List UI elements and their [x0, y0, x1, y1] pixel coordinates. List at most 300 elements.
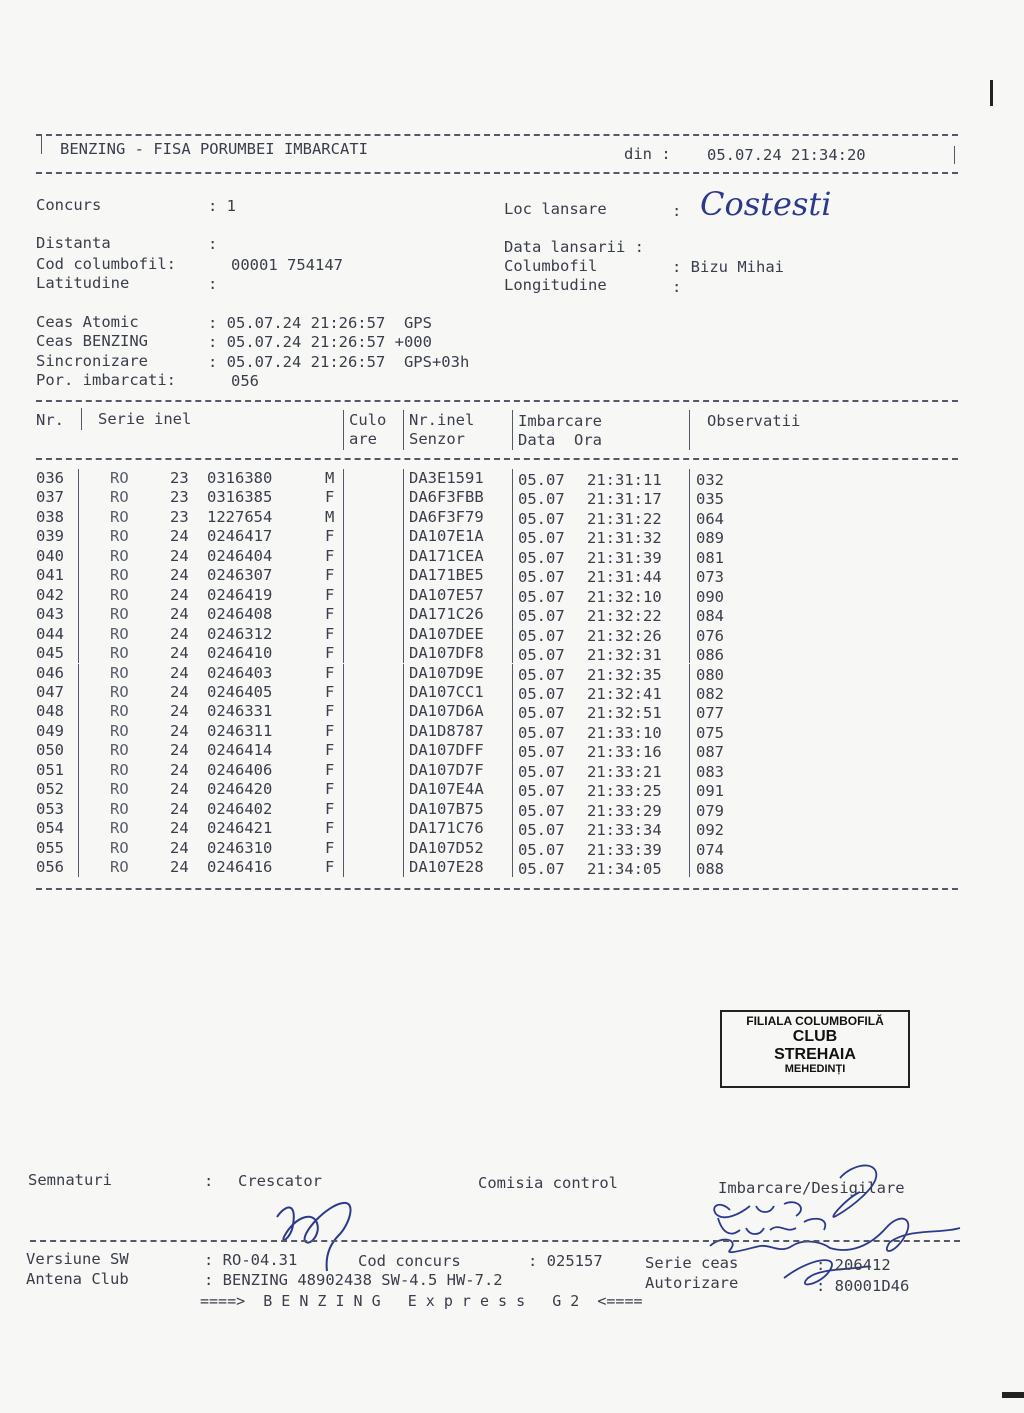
- row-divider-3: [403, 839, 404, 858]
- cell-inel: 0246414: [207, 741, 273, 760]
- distanta-value: :: [208, 235, 218, 253]
- row-divider-2: [343, 664, 344, 683]
- cell-data: 05.07: [518, 743, 565, 762]
- cell-tara: RO: [110, 624, 129, 643]
- cell-data: 05.07: [518, 607, 565, 626]
- distanta-label: Distanta: [36, 234, 111, 252]
- cell-tara: RO: [110, 566, 129, 585]
- cell-observatii: 079: [696, 801, 724, 820]
- cell-observatii: 082: [696, 684, 724, 703]
- cell-nr: 042: [36, 585, 64, 604]
- cell-observatii: 075: [696, 723, 724, 742]
- loc-lansare-handwritten: Costesti: [700, 185, 832, 223]
- row-divider-2: [343, 683, 344, 702]
- cell-observatii: 073: [696, 568, 724, 587]
- row-divider-2: [343, 702, 344, 721]
- cell-data: 05.07: [518, 568, 565, 587]
- sincronizare-label: Sincronizare: [36, 352, 148, 370]
- row-divider-5: [689, 469, 690, 488]
- cell-ora: 21:31:39: [587, 548, 662, 567]
- cell-an: 24: [170, 799, 189, 818]
- cell-senzor: DA107D9E: [409, 663, 484, 682]
- cell-senzor: DA107DFF: [409, 741, 484, 760]
- cell-sex: F: [325, 663, 335, 682]
- row-divider-1: [78, 508, 79, 527]
- row-divider-2: [343, 527, 344, 546]
- cell-senzor: DA107D52: [409, 838, 484, 857]
- cell-observatii: 077: [696, 704, 724, 723]
- cell-senzor: DA107E57: [409, 585, 484, 604]
- cell-data: 05.07: [518, 684, 565, 703]
- versiune-sw-label: Versiune SW: [26, 1250, 129, 1268]
- cell-data: 05.07: [518, 801, 565, 820]
- cell-an: 24: [170, 760, 189, 779]
- latitudine-value: :: [208, 275, 218, 293]
- cell-nr: 043: [36, 605, 64, 624]
- row-divider-1: [78, 819, 79, 838]
- cell-observatii: 092: [696, 821, 724, 840]
- club-stamp: [720, 1010, 910, 1088]
- row-divider-1: [78, 586, 79, 605]
- cell-inel: 0316385: [207, 488, 273, 507]
- cell-an: 24: [170, 663, 189, 682]
- latitudine-label: Latitudine: [36, 274, 130, 292]
- row-divider-3: [403, 644, 404, 663]
- row-divider-2: [343, 761, 344, 780]
- cell-ora: 21:32:35: [587, 665, 662, 684]
- cell-an: 24: [170, 624, 189, 643]
- row-divider-5: [689, 780, 690, 799]
- cell-nr: 052: [36, 780, 64, 799]
- cell-nr: 038: [36, 507, 64, 526]
- cell-an: 24: [170, 527, 189, 546]
- autorizare-value: : 80001D46: [816, 1277, 910, 1295]
- cell-tara: RO: [110, 527, 129, 546]
- table-top-rule: [36, 400, 958, 402]
- cell-senzor: DA107E28: [409, 858, 484, 876]
- stamp-line-mehedinti: MEHEDINȚI: [784, 1063, 846, 1076]
- row-divider-1: [78, 625, 79, 644]
- cell-ora: 21:33:25: [587, 782, 662, 801]
- cell-observatii: 084: [696, 607, 724, 626]
- cell-senzor: DA171C76: [409, 819, 484, 838]
- cell-observatii: 089: [696, 529, 724, 548]
- col-header-culoare-2: are: [349, 430, 377, 448]
- col-header-observatii: Observatii: [707, 412, 801, 430]
- cell-an: 24: [170, 819, 189, 838]
- row-divider-3: [403, 722, 404, 741]
- footer-rule: [30, 1240, 960, 1242]
- cell-observatii: 064: [696, 509, 724, 528]
- cell-nr: 055: [36, 838, 64, 857]
- row-divider-4: [512, 605, 513, 624]
- cell-sex: F: [325, 702, 335, 721]
- row-divider-4: [512, 527, 513, 546]
- col-header-nr-inel-2: Senzor: [409, 430, 465, 448]
- ceas-benzing-label: Ceas BENZING: [36, 332, 148, 350]
- cell-inel: 0246311: [207, 721, 273, 740]
- cell-senzor: DA107D6A: [409, 702, 484, 721]
- versiune-sw-value: : RO-04.31: [204, 1251, 298, 1269]
- report-date-value: 05.07.24 21:34:20: [707, 146, 866, 164]
- row-divider-4: [512, 566, 513, 585]
- row-divider-3: [403, 566, 404, 585]
- row-divider-3: [403, 625, 404, 644]
- cell-ora: 21:33:34: [587, 821, 662, 840]
- longitudine-label: Longitudine: [504, 276, 607, 294]
- cod-concurs-label: Cod concurs: [358, 1252, 461, 1270]
- cell-nr: 056: [36, 858, 64, 876]
- cell-tara: RO: [110, 605, 129, 624]
- cell-data: 05.07: [518, 860, 565, 878]
- cell-sex: F: [325, 819, 335, 838]
- row-divider-1: [78, 527, 79, 546]
- row-divider-1: [78, 566, 79, 585]
- cell-sex: F: [325, 721, 335, 740]
- cell-inel: 0246310: [207, 838, 273, 857]
- header-divider-4: [512, 410, 513, 450]
- stamp-line-club: CLUB: [792, 1028, 838, 1046]
- report-title: BENZING - FISA PORUMBEI IMBARCATI: [60, 140, 368, 158]
- cell-ora: 21:31:17: [587, 490, 662, 509]
- row-divider-2: [343, 566, 344, 585]
- header-bottom-rule: [36, 172, 958, 174]
- row-divider-4: [512, 800, 513, 819]
- cell-sex: F: [325, 624, 335, 643]
- cell-nr: 037: [36, 488, 64, 507]
- cell-nr: 041: [36, 566, 64, 585]
- cell-ora: 21:32:31: [587, 646, 662, 665]
- cell-inel: 0246410: [207, 644, 273, 663]
- row-divider-2: [343, 625, 344, 644]
- cell-ora: 21:31:44: [587, 568, 662, 587]
- cell-sex: F: [325, 585, 335, 604]
- cell-inel: 0246416: [207, 858, 273, 876]
- cell-ora: 21:33:10: [587, 723, 662, 742]
- cell-tara: RO: [110, 838, 129, 857]
- cell-ora: 21:33:29: [587, 801, 662, 820]
- cell-data: 05.07: [518, 704, 565, 723]
- row-divider-3: [403, 780, 404, 799]
- row-divider-2: [343, 508, 344, 527]
- loc-lansare-label: Loc lansare: [504, 200, 607, 218]
- row-divider-1: [78, 761, 79, 780]
- autorizare-label: Autorizare: [645, 1274, 739, 1292]
- row-divider-4: [512, 722, 513, 741]
- row-divider-4: [512, 839, 513, 858]
- row-divider-5: [689, 702, 690, 721]
- cell-an: 24: [170, 566, 189, 585]
- cell-inel: 0246417: [207, 527, 273, 546]
- cell-sex: F: [325, 488, 335, 507]
- cell-inel: 0246419: [207, 585, 273, 604]
- cod-columbofil-value: 00001 754147: [231, 256, 343, 274]
- semnaturi-label: Semnaturi: [28, 1171, 112, 1189]
- cell-an: 24: [170, 858, 189, 876]
- cod-concurs-value: : 025157: [528, 1252, 603, 1270]
- row-divider-3: [403, 800, 404, 819]
- cell-an: 24: [170, 546, 189, 565]
- cell-tara: RO: [110, 546, 129, 565]
- header-left-bar: [41, 136, 42, 154]
- columbofil-label: Columbofil: [504, 257, 598, 275]
- row-divider-3: [403, 469, 404, 488]
- loc-lansare-sep: :: [672, 202, 682, 220]
- header-divider-1: [81, 408, 82, 430]
- cell-inel: 0246307: [207, 566, 273, 585]
- ceas-atomic-label: Ceas Atomic: [36, 313, 139, 331]
- cell-an: 23: [170, 469, 189, 487]
- concurs-label: Concurs: [36, 196, 102, 214]
- row-divider-3: [403, 819, 404, 838]
- cell-senzor: DA3E1591: [409, 469, 484, 487]
- row-divider-4: [512, 625, 513, 644]
- row-divider-3: [403, 858, 404, 877]
- header-right-bar: [954, 146, 955, 164]
- row-divider-5: [689, 761, 690, 780]
- row-divider-4: [512, 508, 513, 527]
- row-divider-4: [512, 547, 513, 566]
- cell-nr: 051: [36, 760, 64, 779]
- cell-nr: 044: [36, 624, 64, 643]
- cell-nr: 046: [36, 663, 64, 682]
- row-divider-5: [689, 527, 690, 546]
- cell-inel: 0246312: [207, 624, 273, 643]
- cell-tara: RO: [110, 721, 129, 740]
- cell-tara: RO: [110, 780, 129, 799]
- cell-inel: 0316380: [207, 469, 273, 487]
- col-header-imbarcare-1: Imbarcare: [518, 412, 602, 430]
- cell-tara: RO: [110, 507, 129, 526]
- row-divider-3: [403, 664, 404, 683]
- cell-data: 05.07: [518, 626, 565, 645]
- cell-tara: RO: [110, 585, 129, 604]
- cell-tara: RO: [110, 741, 129, 760]
- concurs-value: : 1: [208, 197, 236, 215]
- header-top-rule: [36, 134, 958, 136]
- row-divider-1: [78, 702, 79, 721]
- row-divider-2: [343, 839, 344, 858]
- cell-an: 24: [170, 721, 189, 740]
- row-divider-2: [343, 722, 344, 741]
- cell-nr: 049: [36, 721, 64, 740]
- row-divider-5: [689, 819, 690, 838]
- cell-sex: F: [325, 566, 335, 585]
- cell-tara: RO: [110, 799, 129, 818]
- row-divider-2: [343, 644, 344, 663]
- cell-data: 05.07: [518, 471, 565, 489]
- cell-senzor: DA107CC1: [409, 682, 484, 701]
- cell-sex: F: [325, 644, 335, 663]
- row-divider-1: [78, 839, 79, 858]
- cell-data: 05.07: [518, 782, 565, 801]
- cell-ora: 21:32:22: [587, 607, 662, 626]
- cell-ora: 21:33:21: [587, 762, 662, 781]
- row-divider-2: [343, 605, 344, 624]
- row-divider-1: [78, 469, 79, 488]
- row-divider-3: [403, 761, 404, 780]
- row-divider-1: [78, 664, 79, 683]
- cell-tara: RO: [110, 682, 129, 701]
- cell-ora: 21:31:22: [587, 509, 662, 528]
- row-divider-2: [343, 488, 344, 507]
- cell-sex: F: [325, 760, 335, 779]
- cell-data: 05.07: [518, 762, 565, 781]
- row-divider-5: [689, 644, 690, 663]
- row-divider-3: [403, 741, 404, 760]
- comisia-control-label: Comisia control: [478, 1174, 618, 1192]
- scan-edge-mark-bottom: [1002, 1392, 1024, 1398]
- row-divider-3: [403, 683, 404, 702]
- cell-senzor: DA6F3FBB: [409, 488, 484, 507]
- row-divider-1: [78, 547, 79, 566]
- cell-tara: RO: [110, 858, 129, 876]
- cell-an: 24: [170, 605, 189, 624]
- col-header-serie-inel: Serie inel: [98, 410, 192, 428]
- cell-tara: RO: [110, 702, 129, 721]
- serie-ceas-label: Serie ceas: [645, 1254, 739, 1272]
- cell-observatii: 088: [696, 860, 724, 878]
- header-divider-3: [403, 410, 404, 450]
- row-divider-4: [512, 469, 513, 488]
- cod-columbofil-label: Cod columbofil:: [36, 255, 176, 273]
- cell-ora: 21:31:32: [587, 529, 662, 548]
- col-header-imbarcare-2: Data Ora: [518, 431, 602, 449]
- cell-observatii: 087: [696, 743, 724, 762]
- cell-sex: F: [325, 838, 335, 857]
- cell-an: 24: [170, 644, 189, 663]
- row-divider-5: [689, 800, 690, 819]
- cell-inel: 0246406: [207, 760, 273, 779]
- stamp-line-filiala: FILIALA COLUMBOFILĂ: [746, 1014, 884, 1028]
- cell-sex: F: [325, 682, 335, 701]
- row-divider-5: [689, 664, 690, 683]
- cell-observatii: 083: [696, 762, 724, 781]
- cell-data: 05.07: [518, 646, 565, 665]
- report-date-label: din :: [624, 145, 671, 163]
- cell-ora: 21:33:16: [587, 743, 662, 762]
- crescator-label: Crescator: [238, 1172, 322, 1190]
- cell-senzor: DA1D8787: [409, 721, 484, 740]
- scan-edge-mark-top: [990, 80, 993, 106]
- row-divider-3: [403, 702, 404, 721]
- cell-inel: 0246404: [207, 546, 273, 565]
- cell-nr: 040: [36, 546, 64, 565]
- row-divider-5: [689, 839, 690, 858]
- row-divider-4: [512, 644, 513, 663]
- cell-senzor: DA171C26: [409, 605, 484, 624]
- row-divider-2: [343, 741, 344, 760]
- table-header-rule: [36, 458, 958, 460]
- cell-senzor: DA107E4A: [409, 780, 484, 799]
- cell-inel: 0246402: [207, 799, 273, 818]
- cell-inel: 0246405: [207, 682, 273, 701]
- cell-observatii: 081: [696, 548, 724, 567]
- row-divider-3: [403, 527, 404, 546]
- cell-an: 23: [170, 507, 189, 526]
- cell-senzor: DA171CEA: [409, 546, 484, 565]
- cell-sex: F: [325, 780, 335, 799]
- row-divider-5: [689, 605, 690, 624]
- cell-observatii: 074: [696, 840, 724, 859]
- cell-observatii: 076: [696, 626, 724, 645]
- cell-sex: M: [325, 469, 335, 487]
- cell-senzor: DA107E1A: [409, 527, 484, 546]
- row-divider-2: [343, 586, 344, 605]
- cell-nr: 053: [36, 799, 64, 818]
- row-divider-2: [343, 780, 344, 799]
- cell-data: 05.07: [518, 529, 565, 548]
- row-divider-2: [343, 858, 344, 877]
- cell-data: 05.07: [518, 665, 565, 684]
- row-divider-5: [689, 508, 690, 527]
- row-divider-5: [689, 741, 690, 760]
- cell-sex: F: [325, 546, 335, 565]
- cell-nr: 045: [36, 644, 64, 663]
- row-divider-4: [512, 586, 513, 605]
- cell-senzor: DA107DF8: [409, 644, 484, 663]
- cell-nr: 048: [36, 702, 64, 721]
- cell-nr: 036: [36, 469, 64, 487]
- row-divider-3: [403, 488, 404, 507]
- cell-sex: F: [325, 527, 335, 546]
- row-divider-2: [343, 800, 344, 819]
- cell-an: 24: [170, 585, 189, 604]
- porumbei-imbarcati-label: Por. imbarcati:: [36, 371, 176, 389]
- cell-sex: M: [325, 507, 335, 526]
- cell-sex: F: [325, 858, 335, 876]
- row-divider-5: [689, 722, 690, 741]
- cell-observatii: 080: [696, 665, 724, 684]
- benzing-express-banner: ====> B E N Z I N G E x p r e s s G 2 <====: [200, 1292, 643, 1310]
- row-divider-4: [512, 683, 513, 702]
- row-divider-2: [343, 819, 344, 838]
- col-header-culoare-1: Culo: [349, 411, 387, 429]
- row-divider-1: [78, 683, 79, 702]
- cell-inel: 0246331: [207, 702, 273, 721]
- cell-sex: F: [325, 741, 335, 760]
- cell-sex: F: [325, 605, 335, 624]
- cell-data: 05.07: [518, 821, 565, 840]
- row-divider-3: [403, 547, 404, 566]
- row-divider-1: [78, 858, 79, 877]
- cell-nr: 039: [36, 527, 64, 546]
- stamp-line-strehaia: STREHAIA: [774, 1045, 856, 1063]
- antena-club-value: : BENZING 48902438 SW-4.5 HW-7.2: [204, 1271, 503, 1289]
- cell-an: 24: [170, 702, 189, 721]
- longitudine-value: :: [672, 278, 682, 296]
- cell-inel: 0246421: [207, 819, 273, 838]
- cell-tara: RO: [110, 760, 129, 779]
- col-header-nr: Nr.: [36, 411, 64, 429]
- row-divider-5: [689, 547, 690, 566]
- cell-ora: 21:32:10: [587, 587, 662, 606]
- cell-sex: F: [325, 799, 335, 818]
- cell-tara: RO: [110, 488, 129, 507]
- cell-nr: 054: [36, 819, 64, 838]
- cell-an: 24: [170, 780, 189, 799]
- cell-an: 24: [170, 741, 189, 760]
- cell-inel: 0246403: [207, 663, 273, 682]
- cell-senzor: DA107D7F: [409, 760, 484, 779]
- cell-ora: 21:34:05: [587, 860, 662, 878]
- row-divider-1: [78, 605, 79, 624]
- row-divider-4: [512, 741, 513, 760]
- columbofil-value: : Bizu Mihai: [672, 258, 784, 276]
- cell-nr: 050: [36, 741, 64, 760]
- cell-an: 24: [170, 682, 189, 701]
- row-divider-2: [343, 547, 344, 566]
